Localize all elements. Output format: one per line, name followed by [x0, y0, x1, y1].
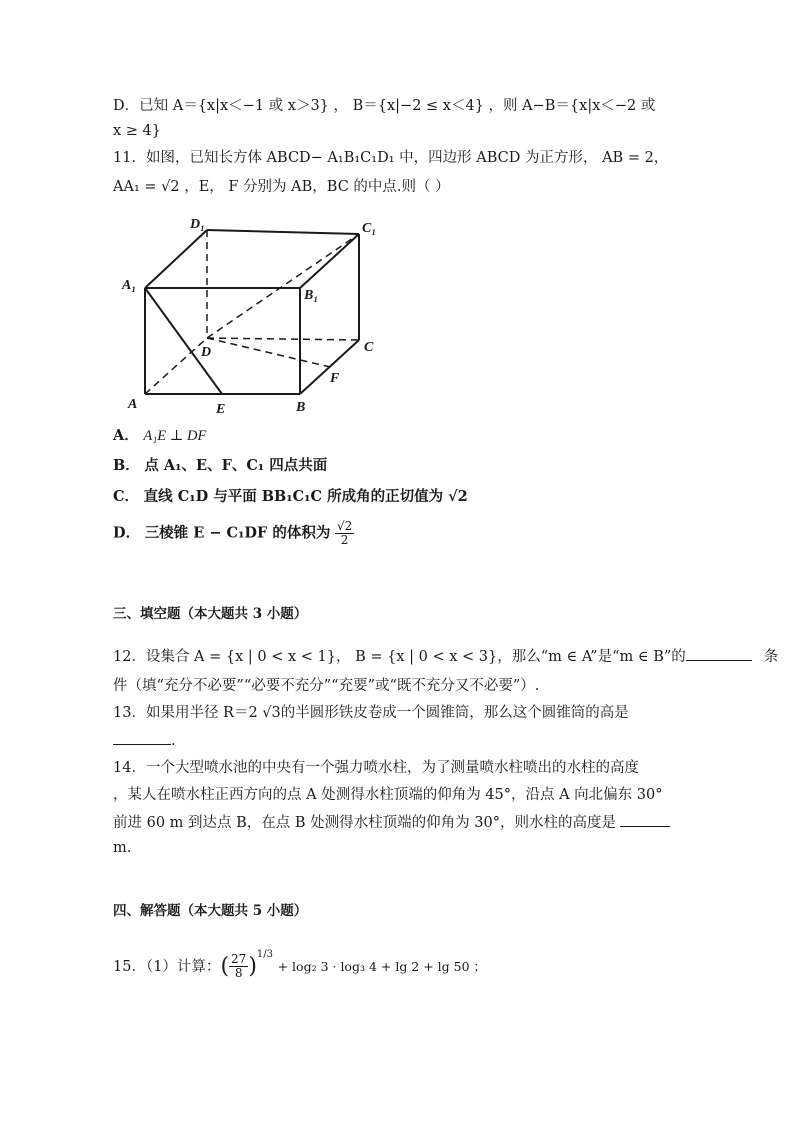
q13-end: . [171, 733, 176, 749]
option-c-text: 直线 C₁D 与平面 BB₁C₁C 所成角的正切值为 √2 [143, 488, 468, 505]
option-d-text: 三棱锥 E − C₁DF 的体积为 [144, 524, 331, 542]
q12-text-end: 条 [763, 649, 779, 665]
q12-answer-blank[interactable] [686, 646, 752, 661]
q15-left-paren: ( [220, 953, 230, 979]
option-b-label: B． [113, 457, 140, 474]
q15-frac-num: 27 [231, 952, 247, 967]
section3-heading: 三、填空题（本大题共 3 小题） [113, 606, 308, 622]
q13-line1: 13．如果用半径 R＝2 √3的半圆形铁皮卷成一个圆锥筒，那么这个圆锥筒的高是 [113, 705, 629, 721]
q14-line1: 14．一个大型喷水池的中央有一个强力喷水柱，为了测量喷水柱喷出的水柱的高度 [113, 760, 639, 776]
cuboid-figure [118, 210, 388, 420]
label-f: F [330, 371, 340, 386]
q14-line2: ，某人在喷水柱正西方向的点 A 处测得水柱顶端的仰角为 45°，沿点 A 向北偏东 30° [113, 787, 663, 803]
q15-exponent: 1/3 [256, 949, 273, 960]
q13-answer-blank[interactable] [113, 730, 171, 745]
option-d-fraction [335, 520, 354, 547]
q11-option-b [113, 456, 327, 476]
q15-rest: + log₂ 3 · log₃ 4 + lg 2 + lg 50 ； [277, 958, 487, 974]
option-c-label: C． [113, 488, 140, 505]
q15-frac-den: 8 [234, 966, 243, 981]
q15-fraction [229, 953, 248, 980]
q14-answer-blank[interactable] [620, 812, 670, 827]
q11-option-a [113, 426, 206, 446]
q11-option-d [113, 520, 354, 547]
q12-line2: 件（填“充分不必要”“必要不充分”“充要”或“既不充分又不必要”）. [113, 678, 540, 694]
label-c: C [364, 340, 374, 355]
q15-prefix: 15．（1）计算： [113, 958, 221, 975]
label-e: E [216, 402, 226, 417]
section4-heading: 四、解答题（本大题共 5 小题） [113, 903, 308, 919]
label-d1: D₁ [190, 217, 205, 232]
q13-line2 [113, 730, 176, 751]
label-a1: A₁ [122, 278, 137, 293]
label-b: B [296, 400, 306, 415]
option-d-label: D． [113, 524, 141, 542]
q14-line3-text: 前进 60 m 到达点 B，在点 B 处测得水柱顶端的仰角为 30°，则水柱的高度是 [113, 815, 616, 831]
option-a-label: A． [113, 427, 139, 444]
q14-line3 [113, 812, 670, 833]
option-a-text: A₁E ⊥ DF [143, 428, 207, 444]
q11-stem-line1: 11．如图，已知长方体 ABCD− A₁B₁C₁D₁ 中，四边形 ABCD 为正方形， AB = 2， [113, 150, 669, 166]
option-b-text: 点 A₁、E、F、C₁ 四点共面 [144, 457, 328, 474]
option-d-frac-den: 2 [340, 533, 349, 547]
q15-line [113, 949, 487, 981]
q11-option-c [113, 487, 468, 507]
label-c1: C₁ [362, 221, 377, 236]
q15-right-paren: ) [248, 953, 257, 979]
label-d: D [201, 345, 212, 360]
q14-line4: m. [113, 840, 132, 856]
q11-stem-line2: AA₁ = √2 ，E， F 分别为 AB，BC 的中点.则（ ） [113, 179, 450, 195]
q12-text: 12．设集合 A = {x | 0 < x < 1}， B = {x | 0 < x < 3}，那么“m ∈ A”是“m ∈ B”的 [113, 649, 686, 665]
label-a: A [128, 397, 138, 412]
prev-option-d-line2: x ≥ 4} [113, 123, 161, 139]
option-d-frac-num: √2 [336, 519, 353, 533]
label-b1: B₁ [304, 288, 319, 303]
prev-option-d-line1: D．已知 A＝{x|x＜−1 或 x＞3} ， B＝{x|−2 ≤ x＜4} ，则 A−B＝{x|x＜−2 或 [113, 98, 656, 114]
q12-line1 [113, 646, 778, 667]
